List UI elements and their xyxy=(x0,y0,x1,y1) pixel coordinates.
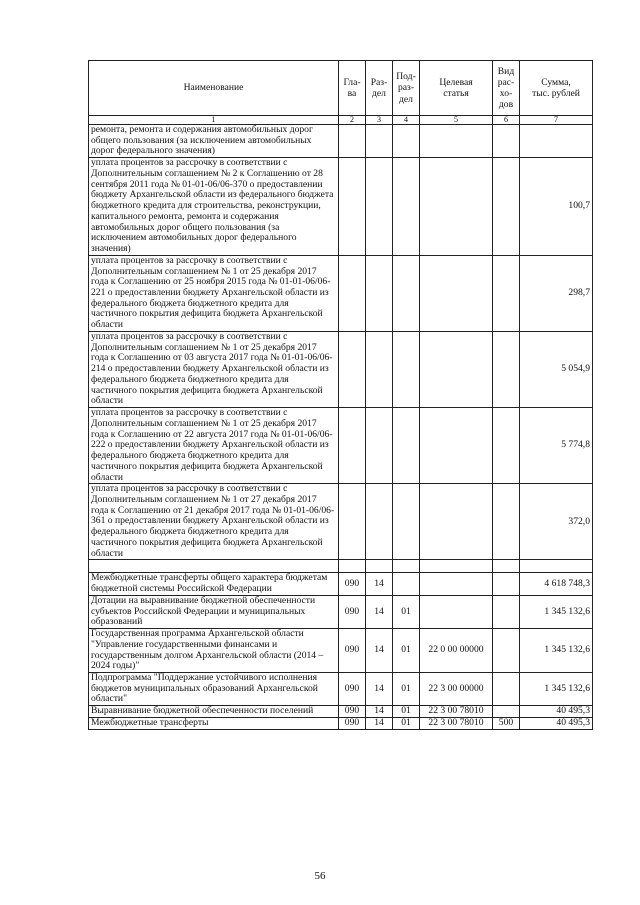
row-target xyxy=(420,255,493,331)
row-target: 22 3 00 78010 xyxy=(420,717,493,729)
row-section xyxy=(366,125,393,158)
row-chapter xyxy=(339,484,366,560)
col-number: 2 xyxy=(339,116,366,125)
row-chapter xyxy=(339,331,366,407)
row-name: Государственная программа Архангельской области "Управление государственными финансами и государственным долгом Архангельской области (2014 – 2024 годы)" xyxy=(89,629,339,673)
row-name: ремонта, ремонта и содержания автомобильных дорог общего пользования (за исключением автомобильных дорог федерального значения) xyxy=(89,125,339,158)
table-row xyxy=(89,125,593,158)
table-row xyxy=(89,717,593,729)
row-sum: 5 054,9 xyxy=(520,331,593,407)
col-number: 4 xyxy=(393,116,420,125)
row-exp-type xyxy=(493,408,520,484)
header-subsection-text: Под- раз- дел xyxy=(396,71,416,105)
header-section xyxy=(366,61,393,116)
row-sum: 1 345 132,6 xyxy=(520,595,593,628)
row-name: уплата процентов за рассрочку в соответствии с Дополнительным соглашением № 1 от 25 декабря 2017 года к Соглашению от 25 ноября 2015 года № 01-01-06/06-221 о предоставлении бюджету Архангельской области из федерального бюджета бюджетного кредита для частичного покрытия дефицита бюджета Архангельской области xyxy=(89,255,339,331)
table-body xyxy=(89,125,593,730)
row-sum: 100,7 xyxy=(520,158,593,256)
row-target: 22 3 00 00000 xyxy=(420,672,493,705)
row-sum xyxy=(520,125,593,158)
row-sum: 1 345 132,6 xyxy=(520,629,593,673)
row-name: Дотации на выравнивание бюджетной обеспеченности субъектов Российской Федерации и муниципальных образований xyxy=(89,595,339,628)
row-section xyxy=(366,158,393,256)
row-target: 22 0 00 00000 xyxy=(420,629,493,673)
header-section-text: Раз- дел xyxy=(370,76,388,99)
header-name: Наименование xyxy=(89,61,339,116)
row-name: уплата процентов за рассрочку в соответствии с Дополнительным соглашением № 1 от 25 декабря 2017 года к Соглашению от 22 августа 2017 года № 01-01-06/06-222 о предоставлении бюджету Архангельской области из федерального бюджета бюджетного кредита для частичного покрытия дефицита бюджета Архангельской области xyxy=(89,408,339,484)
row-section xyxy=(366,331,393,407)
col-number: 1 xyxy=(89,116,339,125)
header-chapter-text: Гла- ва xyxy=(343,76,361,99)
header-target xyxy=(420,61,493,116)
table-row xyxy=(89,408,593,484)
row-target xyxy=(420,125,493,158)
row-chapter xyxy=(339,408,366,484)
row-exp-type xyxy=(493,573,520,595)
row-section: 14 xyxy=(366,717,393,729)
row-name: Выравнивание бюджетной обеспеченности поселений xyxy=(89,706,339,718)
table-row xyxy=(89,629,593,673)
row-exp-type xyxy=(493,560,520,573)
col-number: 6 xyxy=(493,116,520,125)
row-sum: 372,0 xyxy=(520,484,593,560)
row-section: 14 xyxy=(366,573,393,595)
row-target xyxy=(420,331,493,407)
row-section xyxy=(366,484,393,560)
row-exp-type xyxy=(493,255,520,331)
row-exp-type xyxy=(493,331,520,407)
row-section xyxy=(366,408,393,484)
row-target xyxy=(420,484,493,560)
row-sum: 5 774,8 xyxy=(520,408,593,484)
row-exp-type xyxy=(493,629,520,673)
spacer-row xyxy=(89,560,593,573)
row-target xyxy=(420,573,493,595)
page-number: 56 xyxy=(314,870,326,882)
row-chapter: 090 xyxy=(339,629,366,673)
row-exp-type xyxy=(493,706,520,718)
row-exp-type xyxy=(493,484,520,560)
row-target xyxy=(420,560,493,573)
row-chapter: 090 xyxy=(339,595,366,628)
row-subsection xyxy=(393,125,420,158)
row-target xyxy=(420,595,493,628)
row-chapter xyxy=(339,158,366,256)
row-section: 14 xyxy=(366,629,393,673)
row-subsection: 01 xyxy=(393,706,420,718)
table-row xyxy=(89,331,593,407)
header-exp-type xyxy=(493,61,520,116)
header-exp-type-text: Вид рас- хо- дов xyxy=(497,65,515,111)
table-row xyxy=(89,158,593,256)
col-number: 3 xyxy=(366,116,393,125)
row-name: уплата процентов за рассрочку в соответствии с Дополнительным соглашением № 1 от 25 декабря 2017 года к Соглашению от 03 августа 2017 года № 01-01-06/06-214 о предоставлении бюджету Архангельской области из федерального бюджета бюджетного кредита для частичного покрытия дефицита бюджета Архангельской области xyxy=(89,331,339,407)
table-row xyxy=(89,595,593,628)
row-name xyxy=(89,560,339,573)
row-sum: 4 618 748,3 xyxy=(520,573,593,595)
row-sum: 298,7 xyxy=(520,255,593,331)
table-row xyxy=(89,484,593,560)
row-name: Подпрограмма "Поддержание устойчивого исполнения бюджетов муниципальных образований Архангельской области" xyxy=(89,672,339,705)
row-chapter: 090 xyxy=(339,706,366,718)
row-section xyxy=(366,255,393,331)
row-target xyxy=(420,408,493,484)
col-number: 7 xyxy=(520,116,593,125)
row-name: Межбюджетные трансферты общего характера бюджетам бюджетной системы Российской Федерации xyxy=(89,573,339,595)
row-section: 14 xyxy=(366,595,393,628)
row-chapter xyxy=(339,255,366,331)
header-subsection xyxy=(393,61,420,116)
table-header xyxy=(89,61,593,125)
row-target xyxy=(420,158,493,256)
row-sum: 40 495,3 xyxy=(520,717,593,729)
row-subsection xyxy=(393,573,420,595)
row-section xyxy=(366,560,393,573)
row-chapter: 090 xyxy=(339,717,366,729)
row-section: 14 xyxy=(366,672,393,705)
row-exp-type: 500 xyxy=(493,717,520,729)
table-row xyxy=(89,255,593,331)
row-subsection: 01 xyxy=(393,717,420,729)
row-sum xyxy=(520,560,593,573)
row-chapter: 090 xyxy=(339,573,366,595)
table-row xyxy=(89,706,593,718)
row-name: уплата процентов за рассрочку в соответствии с Дополнительным соглашением № 1 от 27 декабря 2017 года к Соглашению от 21 декабря 2017 года № 01-01-06/06-361 о предоставлении бюджету Архангельской области из федерального бюджета бюджетного кредита для частичного покрытия дефицита бюджета Архангельской области xyxy=(89,484,339,560)
row-subsection xyxy=(393,255,420,331)
row-exp-type xyxy=(493,595,520,628)
row-subsection xyxy=(393,331,420,407)
table-row xyxy=(89,672,593,705)
row-name: уплата процентов за рассрочку в соответствии с Дополнительным соглашением № 2 к Соглашению от 28 сентября 2011 года № 01-01-06/06-370 о предоставлении бюджету Архангельской области из федерального бюджета бюджетного кредита для строительства, реконструкции, капитального ремонта, ремонта и содержания автомобильных дорог общего пользования (за исключением автомобильных дорог федерального значения) xyxy=(89,158,339,256)
row-subsection xyxy=(393,560,420,573)
row-chapter xyxy=(339,125,366,158)
row-subsection xyxy=(393,408,420,484)
row-subsection xyxy=(393,158,420,256)
row-name: Межбюджетные трансферты xyxy=(89,717,339,729)
row-sum: 1 345 132,6 xyxy=(520,672,593,705)
row-target: 22 3 00 78010 xyxy=(420,706,493,718)
row-chapter: 090 xyxy=(339,672,366,705)
col-number: 5 xyxy=(420,116,493,125)
row-section: 14 xyxy=(366,706,393,718)
header-chapter xyxy=(339,61,366,116)
row-subsection xyxy=(393,484,420,560)
row-exp-type xyxy=(493,672,520,705)
row-exp-type xyxy=(493,125,520,158)
row-exp-type xyxy=(493,158,520,256)
table-row xyxy=(89,573,593,595)
row-sum: 40 495,3 xyxy=(520,706,593,718)
row-subsection: 01 xyxy=(393,672,420,705)
header-target-text: Целевая статья xyxy=(439,76,473,99)
row-subsection: 01 xyxy=(393,595,420,628)
budget-table xyxy=(88,60,593,730)
header-sum xyxy=(520,61,593,116)
row-chapter xyxy=(339,560,366,573)
header-sum-text: Сумма, тыс. рублей xyxy=(532,76,580,99)
row-subsection: 01 xyxy=(393,629,420,673)
